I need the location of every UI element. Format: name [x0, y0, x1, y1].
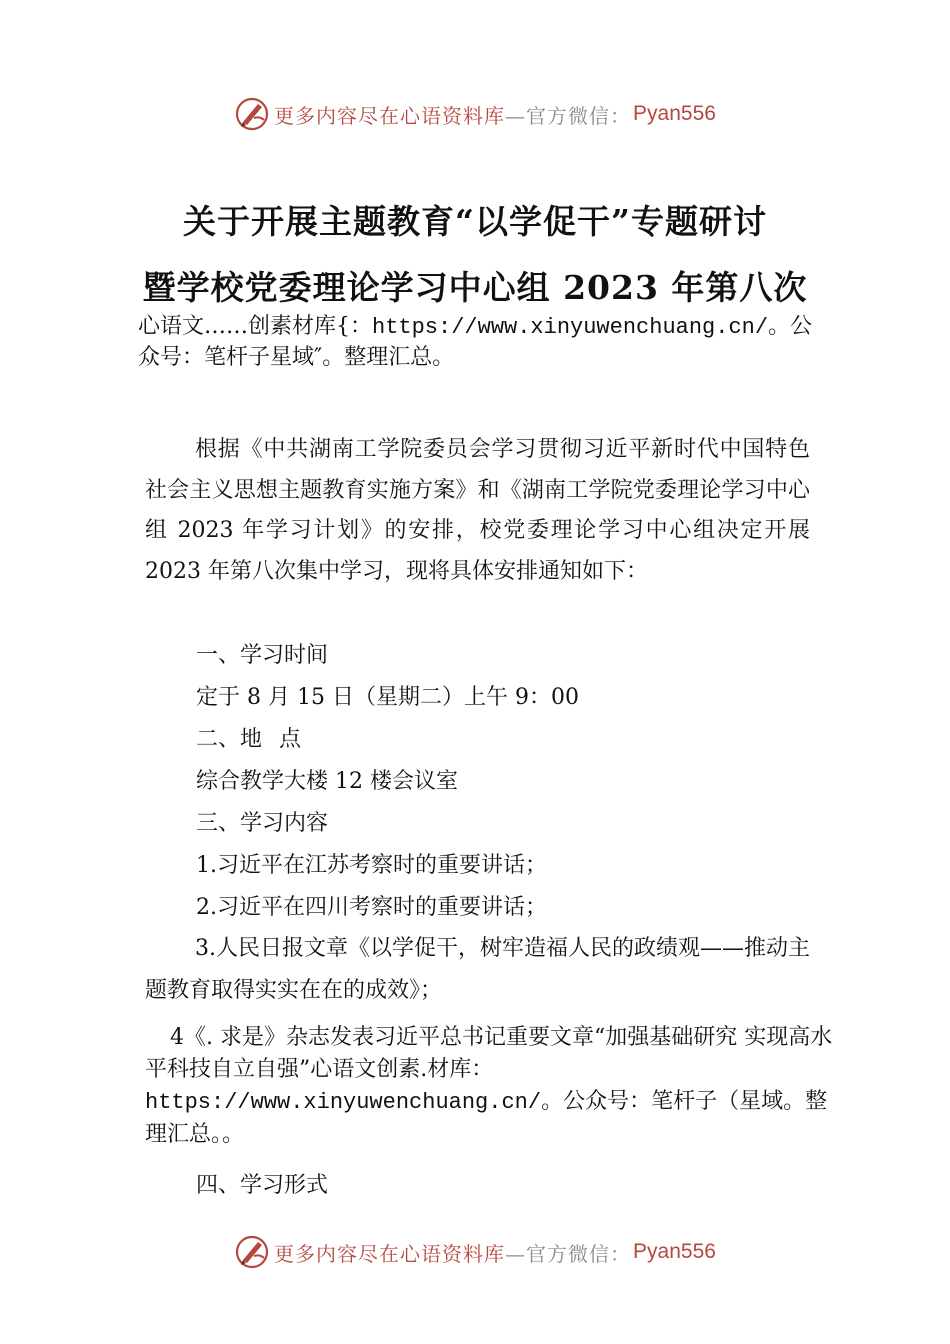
note-text-b: 。公 [768, 314, 813, 339]
footer-banner [0, 1232, 950, 1272]
content-item-1: 1.习近平在江苏考察时的重要讲话； [196, 853, 547, 878]
header-banner [0, 94, 950, 134]
note-url: https://www.xinyuwenchuang.cn/ [372, 315, 769, 340]
section2-heading: 二、地 点 [196, 727, 301, 752]
item4-text-a: 4《. 求是》杂志发表习近平总书记重要文章“加强基础研究 实现高水平科技自立自强”心语文创素.材库： [145, 1025, 833, 1082]
section1-heading: 一、学习时间 [196, 643, 329, 668]
item4-url: https://www.xinyuwenchuang.cn/ [145, 1090, 542, 1115]
content-item-3: 3.人民日报文章《以学促干，树牢造福人民的政绩观——推动主题教育取得实实在在的成效》； [145, 936, 810, 1003]
banner-wechat-label: —官方微信： [505, 103, 632, 128]
footer-promo-text: 更多内容尽在心语资料库 [274, 1241, 506, 1266]
content-item-2: 2.习近平在四川考察时的重要讲话； [196, 895, 547, 920]
content-item-4 [145, 1022, 835, 1151]
document-title-line1: 关于开展主题教育“以学促干”专题研讨 [183, 202, 767, 241]
pen-logo-icon [234, 1234, 270, 1270]
item4-text-b: 。公众号：笔杆子（星域。整理汇总。。 [145, 1089, 828, 1147]
footer-wechat-label: —官方微信： [505, 1241, 632, 1266]
section2-text: 综合教学大楼 12 楼会议室 [196, 769, 458, 794]
section1-text: 定于 8 月 15 日（星期二）上午 9：00 [196, 685, 579, 710]
section4-heading: 四、学习形式 [196, 1173, 329, 1198]
pen-logo-icon [234, 96, 270, 132]
watermark-note [138, 312, 838, 373]
section3-heading: 三、学习内容 [196, 811, 329, 836]
intro-paragraph: 根据《中共湖南工学院委员会学习贯彻习近平新时代中国特色社会主义思想主题教育实施方案》和《湖南工学院党委理论学习中心组 2023 年学习计划》的安排，校党委理论学习中心组决定开展 2023 年第八次集中学习，现将具体安排通知如下： [145, 437, 810, 584]
note-text-line2: 众号：笔杆子星域″。整理汇总。 [138, 345, 455, 370]
banner-wechat-id: Pyan556 [633, 102, 716, 125]
note-text-a: 心语文……创素材库{： [138, 314, 372, 339]
footer-wechat-id: Pyan556 [633, 1240, 716, 1263]
document-title-line2: 暨学校党委理论学习中心组 2023 年第八次 [142, 268, 808, 307]
banner-promo-text: 更多内容尽在心语资料库 [274, 103, 506, 128]
